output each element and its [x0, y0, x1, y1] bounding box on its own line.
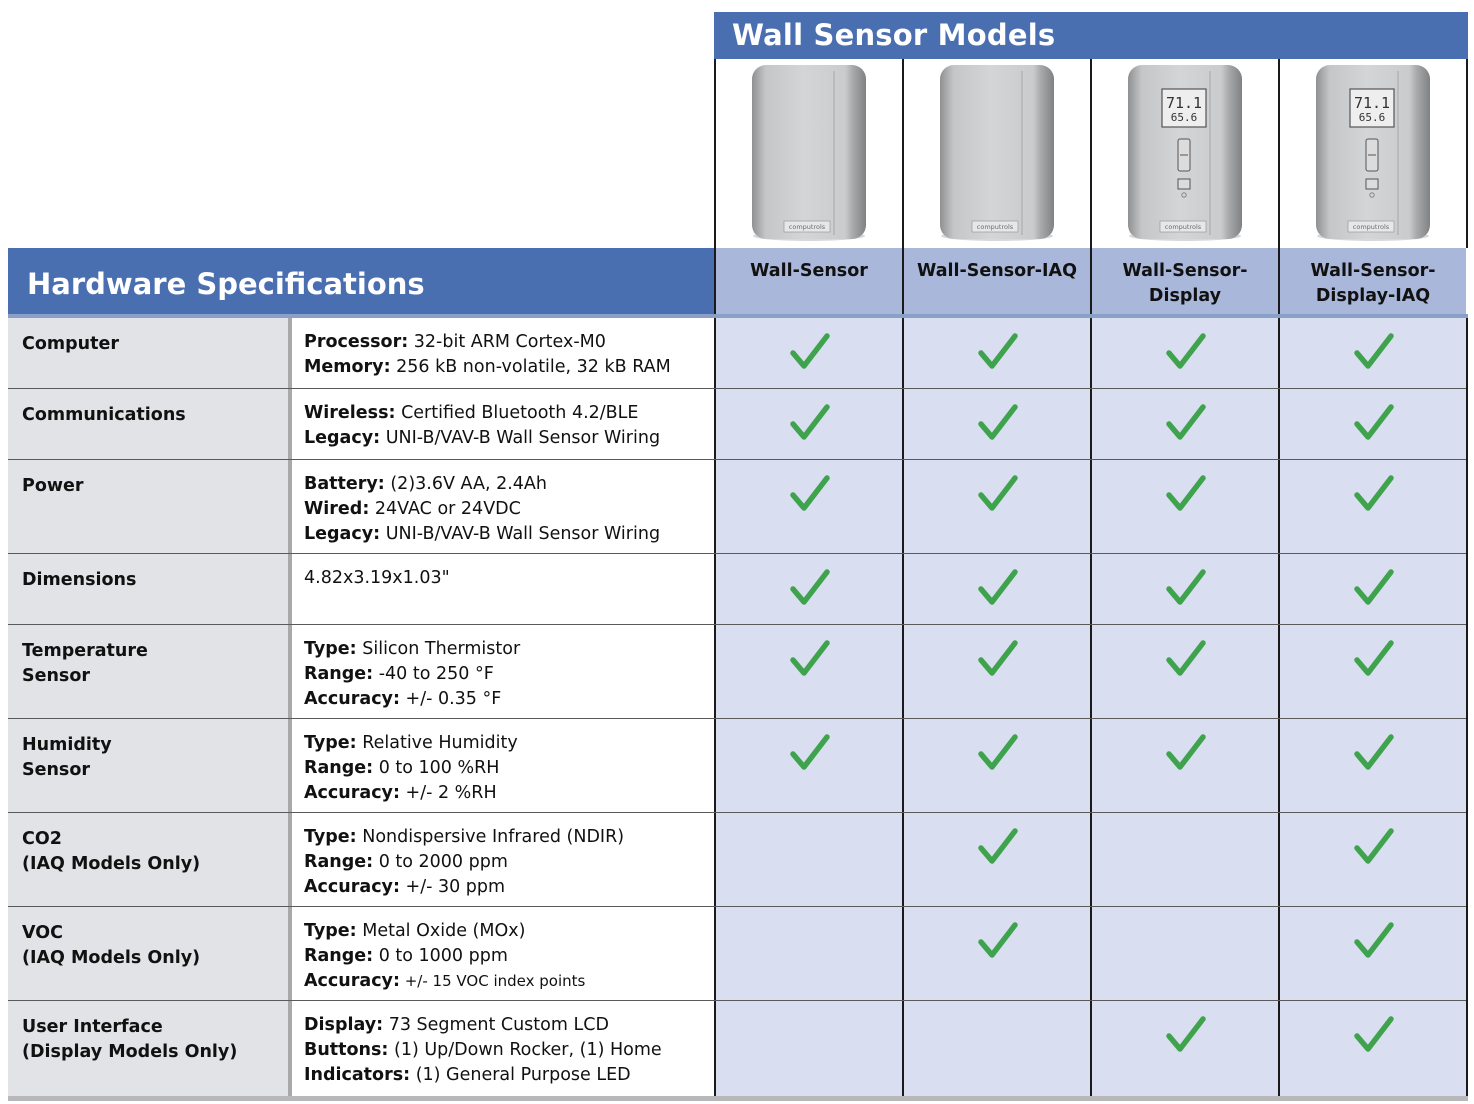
- spec-line: [304, 756, 714, 781]
- table-border: [1466, 59, 1468, 248]
- checkmark-icon: [790, 733, 830, 773]
- spec-value: 4.82x3.19x1.03": [304, 568, 450, 588]
- checkmark-icon: [790, 568, 830, 608]
- spec-value: UNI-B/VAV-B Wall Sensor Wiring: [380, 428, 661, 448]
- spec-key: Wireless:: [304, 403, 396, 423]
- spec-key: Buttons:: [304, 1040, 389, 1060]
- checkmark-icon: [790, 639, 830, 679]
- checkmark-icon: [1354, 1015, 1394, 1055]
- support-cell: [1278, 554, 1466, 625]
- support-cell: [1090, 719, 1278, 813]
- spec-line: [304, 330, 714, 355]
- wall-sensor-device-image: [1280, 59, 1466, 248]
- checkmark-icon: [1166, 403, 1206, 443]
- checkmark-icon: [1166, 639, 1206, 679]
- support-cell: [902, 625, 1090, 719]
- device-brand-label: computrols: [1352, 223, 1390, 231]
- checkmark-icon: [1354, 733, 1394, 773]
- spec-key: Legacy:: [304, 524, 381, 544]
- spec-key: Type:: [304, 827, 357, 847]
- spec-value: (2)3.6V AA, 2.4Ah: [384, 474, 547, 494]
- support-cell: [902, 389, 1090, 460]
- checkmark-icon: [1354, 332, 1394, 372]
- spec-line: [304, 969, 714, 994]
- checkmark-icon: [1166, 568, 1206, 608]
- spec-line: [304, 426, 714, 451]
- support-cell: [1278, 625, 1466, 719]
- checkmark-icon: [1354, 474, 1394, 514]
- checkmark-icon: [1166, 1015, 1206, 1055]
- spec-key: Display:: [304, 1015, 384, 1035]
- checkmark-icon: [1166, 332, 1206, 372]
- checkmark-icon: [978, 403, 1018, 443]
- support-cell: [714, 389, 902, 460]
- checkmark-icon: [1354, 827, 1394, 867]
- spec-key: Accuracy:: [304, 877, 400, 897]
- support-cell: [1090, 460, 1278, 554]
- lcd-readout: 71.1: [1165, 94, 1203, 112]
- spec-key: Range:: [304, 852, 374, 872]
- spec-line: [304, 1063, 714, 1088]
- spec-category-label: Power: [8, 460, 288, 554]
- model-image-cell: [1278, 59, 1466, 248]
- wall-sensor-device-image: [1092, 59, 1278, 248]
- support-cell: [714, 907, 902, 1001]
- spec-line: [304, 919, 714, 944]
- spec-line: [304, 472, 714, 497]
- spec-value: 256 kB non-volatile, 32 kB RAM: [390, 357, 671, 377]
- spec-category-label: Computer: [8, 318, 288, 389]
- lcd-readout: 71.1: [1353, 94, 1391, 112]
- spec-details: [292, 625, 714, 719]
- wall-sensor-device-image: [716, 59, 902, 248]
- wall-sensor-models-header: Wall Sensor Models: [714, 12, 1468, 59]
- checkmark-icon: [1354, 921, 1394, 961]
- spec-key: Accuracy:: [304, 971, 400, 991]
- spec-category-label: Communications: [8, 389, 288, 460]
- spec-line: [304, 875, 714, 900]
- support-cell: [1278, 1001, 1466, 1096]
- checkmark-icon: [978, 332, 1018, 372]
- model-name: Wall-Sensor- Display-IAQ: [1278, 248, 1466, 314]
- support-cell: [902, 719, 1090, 813]
- spec-key: Type:: [304, 639, 357, 659]
- checkmark-icon: [978, 733, 1018, 773]
- spec-key: Processor:: [304, 332, 409, 352]
- support-cell: [1090, 907, 1278, 1001]
- support-cell: [902, 460, 1090, 554]
- support-cell: [714, 625, 902, 719]
- support-cell: [1090, 1001, 1278, 1096]
- spec-line: [304, 1013, 714, 1038]
- support-cell: [714, 813, 902, 907]
- support-cell: [714, 554, 902, 625]
- support-cell: [902, 554, 1090, 625]
- model-image-cell: [1090, 59, 1278, 248]
- spec-value: 0 to 1000 ppm: [373, 946, 508, 966]
- checkmark-icon: [978, 827, 1018, 867]
- support-cell: [902, 1001, 1090, 1096]
- spec-key: Battery:: [304, 474, 385, 494]
- checkmark-icon: [978, 474, 1018, 514]
- spec-value: -40 to 250 °F: [373, 664, 494, 684]
- spec-key: Accuracy:: [304, 783, 400, 803]
- support-cell: [1278, 719, 1466, 813]
- lcd-readout: 65.6: [1170, 111, 1198, 124]
- spec-value: Metal Oxide (MOx): [356, 921, 526, 941]
- checkmark-icon: [1166, 474, 1206, 514]
- spec-key: Memory:: [304, 357, 391, 377]
- spec-line: [304, 850, 714, 875]
- spec-details: [292, 1001, 714, 1096]
- checkmark-icon: [1354, 403, 1394, 443]
- spec-line: [304, 355, 714, 380]
- spec-category-label: Dimensions: [8, 554, 288, 625]
- checkmark-icon: [790, 403, 830, 443]
- spec-line: [304, 825, 714, 850]
- spec-value: +/- 2 %RH: [399, 783, 497, 803]
- support-cell: [1090, 813, 1278, 907]
- spec-value: Relative Humidity: [356, 733, 518, 753]
- device-brand-label: computrols: [976, 223, 1014, 231]
- spec-value: (1) Up/Down Rocker, (1) Home: [388, 1040, 662, 1060]
- spec-value: Silicon Thermistor: [356, 639, 521, 659]
- wall-sensor-device-image: [904, 59, 1090, 248]
- checkmark-icon: [1166, 733, 1206, 773]
- device-brand-label: computrols: [788, 223, 826, 231]
- spec-value: Nondispersive Infrared (NDIR): [356, 827, 625, 847]
- checkmark-icon: [790, 474, 830, 514]
- spec-line: [304, 687, 714, 712]
- spec-value: +/- 0.35 °F: [399, 689, 502, 709]
- spec-details: [292, 460, 714, 554]
- support-cell: [1090, 318, 1278, 389]
- spec-details: [292, 389, 714, 460]
- spec-category-label: Temperature Sensor: [8, 625, 288, 719]
- spec-details: [292, 318, 714, 389]
- spec-key: Range:: [304, 946, 374, 966]
- spec-value: 0 to 2000 ppm: [373, 852, 508, 872]
- spec-category-label: Humidity Sensor: [8, 719, 288, 813]
- support-cell: [714, 719, 902, 813]
- checkmark-icon: [978, 921, 1018, 961]
- spec-line: [304, 497, 714, 522]
- spec-category-label: CO2 (IAQ Models Only): [8, 813, 288, 907]
- spec-line: [304, 401, 714, 426]
- support-cell: [714, 1001, 902, 1096]
- checkmark-icon: [978, 639, 1018, 679]
- support-cell: [1090, 389, 1278, 460]
- checkmark-icon: [790, 332, 830, 372]
- support-cell: [902, 318, 1090, 389]
- lcd-readout: 65.6: [1358, 111, 1386, 124]
- spec-value: 32-bit ARM Cortex-M0: [408, 332, 606, 352]
- spec-key: Wired:: [304, 499, 370, 519]
- spec-value: 0 to 100 %RH: [373, 758, 500, 778]
- spec-value: UNI-B/VAV-B Wall Sensor Wiring: [380, 524, 661, 544]
- spec-key: Indicators:: [304, 1065, 411, 1085]
- spec-line: [304, 781, 714, 806]
- spec-line: [304, 522, 714, 547]
- model-image-cell: [714, 59, 902, 248]
- spec-line: [304, 637, 714, 662]
- support-cell: [1090, 554, 1278, 625]
- spec-line: [304, 662, 714, 687]
- support-cell: [1278, 907, 1466, 1001]
- support-cell: [1278, 389, 1466, 460]
- checkmark-icon: [1354, 568, 1394, 608]
- spec-value: +/- 30 ppm: [399, 877, 506, 897]
- spec-details: [292, 813, 714, 907]
- support-cell: [1278, 813, 1466, 907]
- spec-key: Range:: [304, 758, 374, 778]
- spec-line: [304, 944, 714, 969]
- spec-key: Accuracy:: [304, 689, 400, 709]
- checkmark-icon: [1354, 639, 1394, 679]
- model-name: Wall-Sensor-IAQ: [902, 248, 1090, 314]
- spec-line: [304, 1038, 714, 1063]
- spec-details: [292, 907, 714, 1001]
- model-image-cell: [902, 59, 1090, 248]
- spec-category-label: VOC (IAQ Models Only): [8, 907, 288, 1001]
- spec-key: Type:: [304, 921, 357, 941]
- support-cell: [902, 907, 1090, 1001]
- support-cell: [1090, 625, 1278, 719]
- table-bottom-edge: [8, 1096, 1468, 1101]
- hardware-specifications-header: Hardware Specifications: [8, 248, 714, 314]
- support-cell: [902, 813, 1090, 907]
- spec-key: Range:: [304, 664, 374, 684]
- model-name: Wall-Sensor- Display: [1090, 248, 1278, 314]
- spec-value: 24VAC or 24VDC: [369, 499, 521, 519]
- support-cell: [714, 460, 902, 554]
- table-border: [1466, 318, 1468, 1096]
- support-cell: [1278, 318, 1466, 389]
- support-cell: [714, 318, 902, 389]
- spec-category-label: User Interface (Display Models Only): [8, 1001, 288, 1096]
- device-brand-label: computrols: [1164, 223, 1202, 231]
- checkmark-icon: [978, 568, 1018, 608]
- spec-line: [304, 731, 714, 756]
- model-name: Wall-Sensor: [714, 248, 902, 314]
- spec-key: Legacy:: [304, 428, 381, 448]
- support-cell: [1278, 460, 1466, 554]
- spec-line: [304, 566, 714, 591]
- spec-value: Certified Bluetooth 4.2/BLE: [395, 403, 639, 423]
- spec-details: [292, 554, 714, 625]
- spec-key: Type:: [304, 733, 357, 753]
- spec-value: 73 Segment Custom LCD: [383, 1015, 609, 1035]
- spec-details: [292, 719, 714, 813]
- spec-value: +/- 15 VOC index points: [399, 972, 586, 990]
- spec-value: (1) General Purpose LED: [410, 1065, 631, 1085]
